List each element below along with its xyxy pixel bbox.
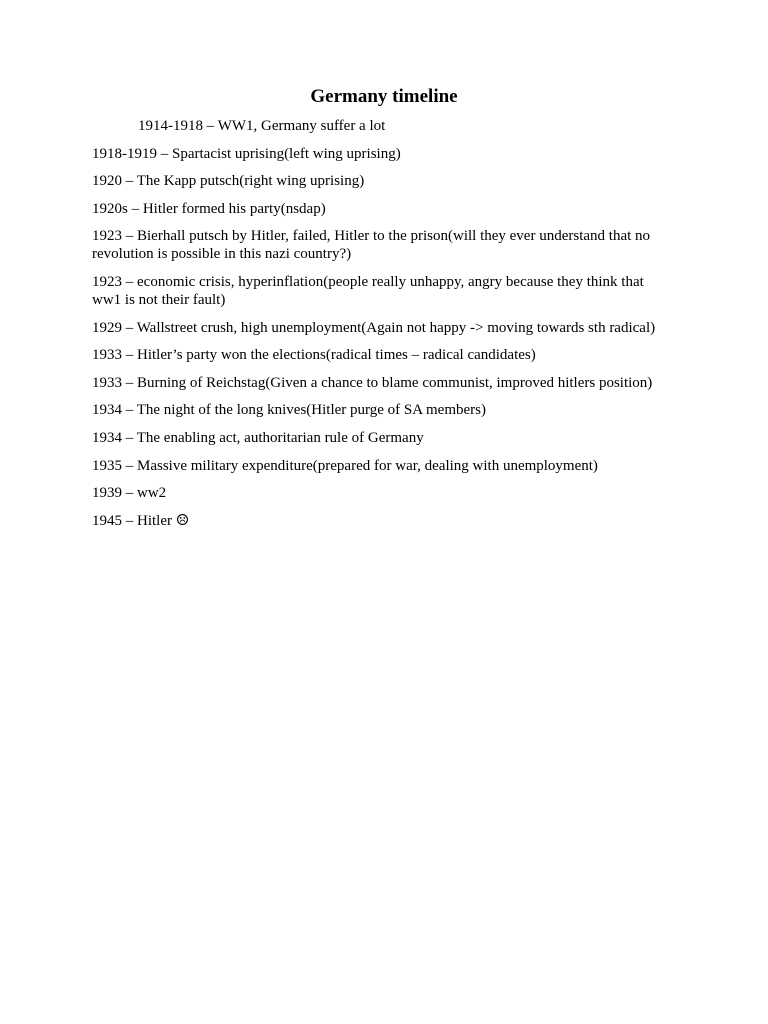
timeline-entry: 1934 – The enabling act, authoritarian rule of Germany [92, 429, 424, 446]
timeline-entry: 1923 – economic crisis, hyperinflation(people really unhappy, angry because they think that ww1 is not their fault) [92, 273, 644, 308]
timeline-list [92, 117, 676, 530]
timeline-entry: 1918-1919 – Spartacist uprising(left wing uprising) [92, 145, 401, 162]
timeline-entry: 1934 – The night of the long knives(Hitler purge of SA members) [92, 402, 486, 419]
timeline-entry: 1923 – Bierhall putsch by Hitler, failed, Hitler to the prison(will they ever understand that no revolution is possible in this nazi country?) [92, 228, 651, 263]
timeline-entry: 1935 – Massive military expenditure(prepared for war, dealing with unemployment) [92, 457, 598, 474]
document-title: Germany timeline [310, 86, 458, 107]
timeline-entry: 1933 – Burning of Reichstag(Given a chance to blame communist, improved hitlers position) [92, 374, 653, 391]
timeline-entry: 1920 – The Kapp putsch(right wing uprising) [92, 173, 365, 190]
timeline-entry: 1920s – Hitler formed his party(nsdap) [92, 200, 326, 217]
timeline-entry: 1945 – Hitler ☹ [92, 512, 190, 529]
timeline-entry: 1914-1918 – WW1, Germany suffer a lot [138, 118, 386, 134]
timeline-entry: 1929 – Wallstreet crush, high unemployment(Again not happy -> moving towards sth radical) [92, 319, 656, 336]
timeline-entry: 1933 – Hitler’s party won the elections(radical times – radical candidates) [92, 347, 536, 364]
timeline-entry: 1939 – ww2 [92, 485, 167, 502]
